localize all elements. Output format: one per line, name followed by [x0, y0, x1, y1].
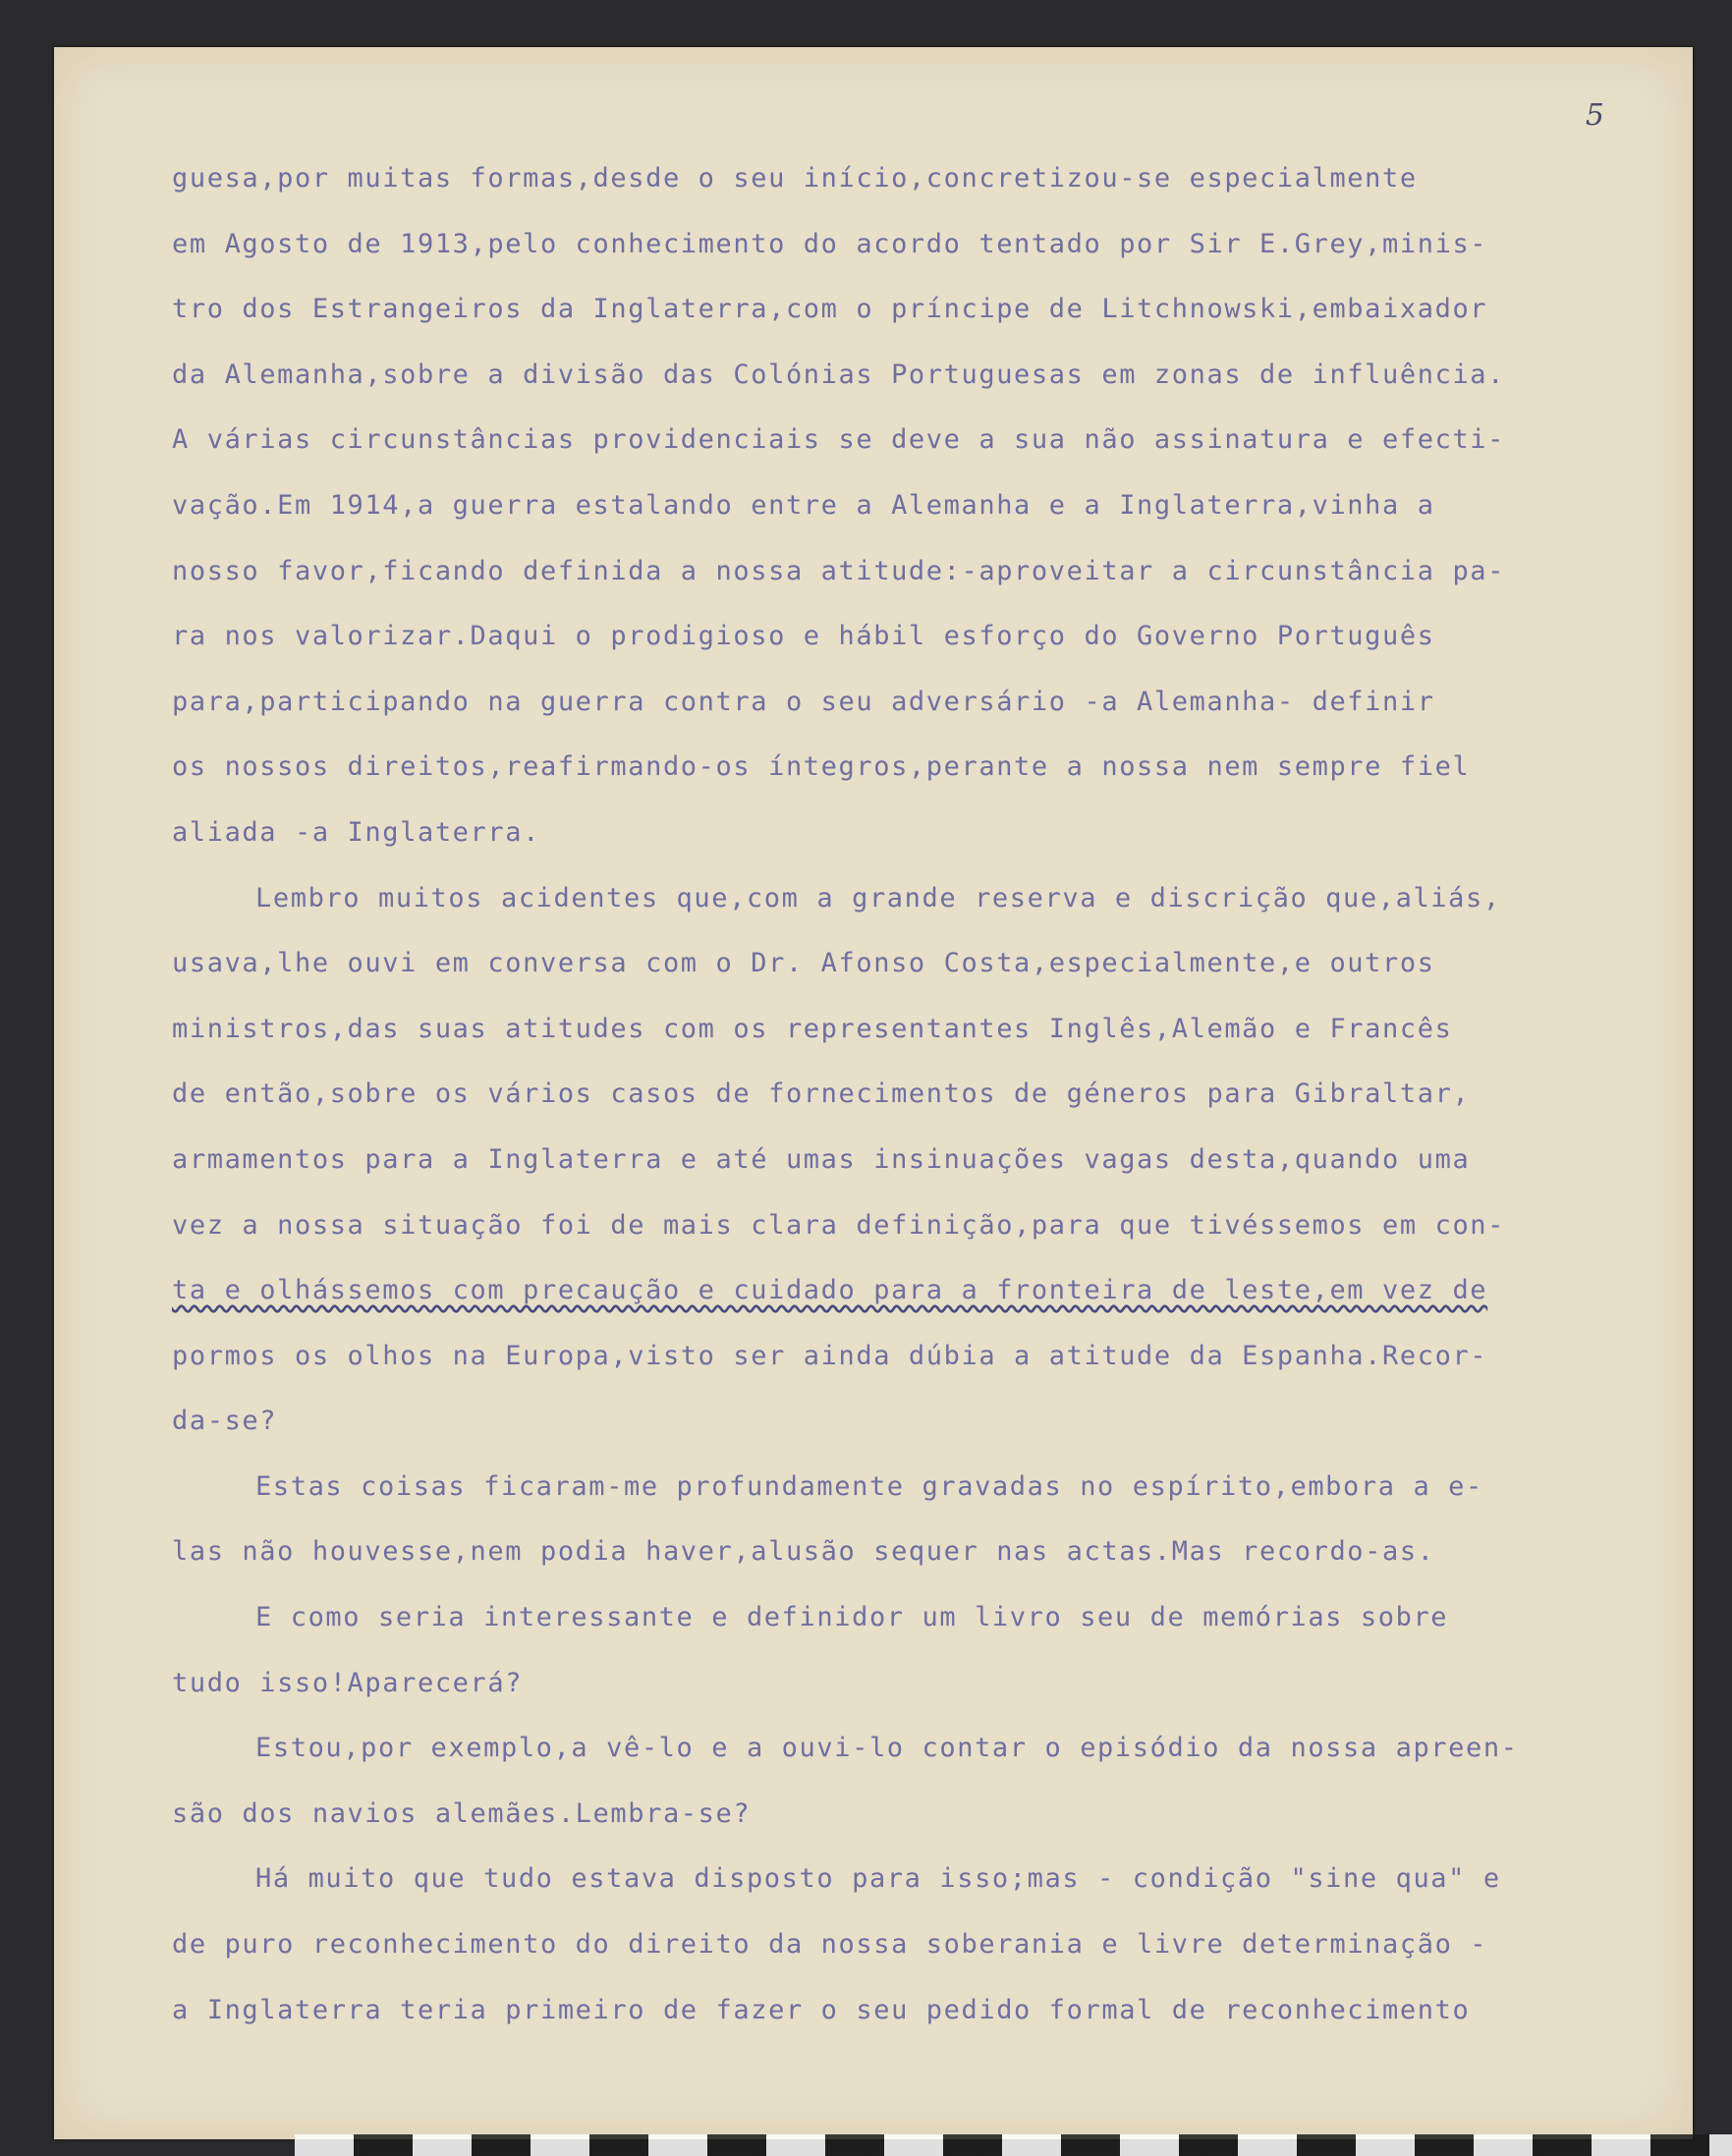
text-line: para,participando na guerra contra o seu adversário -a Alemanha- definir [172, 686, 1435, 717]
paragraph-start-line: E como seria interessante e definidor um livro seu de memórias sobre [255, 1602, 1449, 1633]
text-line: pormos os olhos na Europa,visto ser ainda dúbia a atitude da Espanha.Recor- [172, 1340, 1488, 1371]
document-body [172, 159, 1685, 2056]
text-line: a Inglaterra teria primeiro de fazer o seu pedido formal de reconhecimento [172, 1994, 1471, 2025]
page-number: 5 [1585, 98, 1604, 133]
text-line: da-se? [172, 1406, 278, 1437]
paragraph-start-line: Há muito que tudo estava disposto para isso;mas - condição "sine qua" e [255, 1863, 1501, 1895]
text-line: aliada -a Inglaterra. [172, 816, 540, 848]
text-line: são dos navios alemães.Lembra-se? [172, 1797, 752, 1829]
text-line: A várias circunstâncias providenciais se deve a sua não assinatura e efecti- [172, 424, 1506, 456]
text-line: em Agosto de 1913,pelo conhecimento do acordo tentado por Sir E.Grey,minis- [172, 228, 1488, 259]
text-line: vação.Em 1914,a guerra estalando entre a Alemanha e a Inglaterra,vinha a [172, 489, 1435, 521]
text-line: da Alemanha,sobre a divisão das Colónias Portuguesas em zonas de influência. [172, 359, 1506, 390]
scale-ruler [295, 2134, 1732, 2156]
underlined-text-line: ta e olhássemos com precaução e cuidado para a fronteira de leste,em vez de [172, 1275, 1488, 1306]
text-line: las não houvesse,nem podia haver,alusão sequer nas actas.Mas recordo-as. [172, 1536, 1435, 1568]
text-line: de puro reconhecimento do direito da nossa soberania e livre determinação - [172, 1929, 1488, 1961]
typed-document-page [54, 47, 1693, 2139]
text-line: vez a nossa situação foi de mais clara definição,para que tivéssemos em con- [172, 1209, 1506, 1241]
text-line: armamentos para a Inglaterra e até umas insinuações vagas desta,quando uma [172, 1143, 1471, 1175]
paragraph-start-line: Estou,por exemplo,a vê-lo e a ouvi-lo contar o episódio da nossa apreen- [255, 1733, 1519, 1764]
paragraph-start-line: Estas coisas ficaram-me profundamente gravadas no espírito,embora a e- [255, 1470, 1483, 1502]
text-line: tro dos Estrangeiros da Inglaterra,com o príncipe de Litchnowski,embaixador [172, 294, 1488, 325]
text-line: usava,lhe ouvi em conversa com o Dr. Afonso Costa,especialmente,e outros [172, 948, 1435, 979]
text-line: nosso favor,ficando definida a nossa atitude:-aproveitar a circunstância pa- [172, 555, 1506, 586]
text-line: os nossos direitos,reafirmando-os íntegros,perante a nossa nem sempre fiel [172, 751, 1471, 783]
text-line: ministros,das suas atitudes com os representantes Inglês,Alemão e Francês [172, 1013, 1453, 1044]
text-line: guesa,por muitas formas,desde o seu início,concretizou-se especialmente [172, 163, 1418, 193]
text-line: tudo isso!Aparecerá? [172, 1667, 524, 1698]
paragraph-start-line: Lembro muitos acidentes que,com a grande reserva e discrição que,aliás, [255, 882, 1501, 913]
text-line: de então,sobre os vários casos de fornecimentos de géneros para Gibraltar, [172, 1078, 1471, 1110]
text-line: ra nos valorizar.Daqui o prodigioso e hábil esforço do Governo Português [172, 621, 1435, 652]
